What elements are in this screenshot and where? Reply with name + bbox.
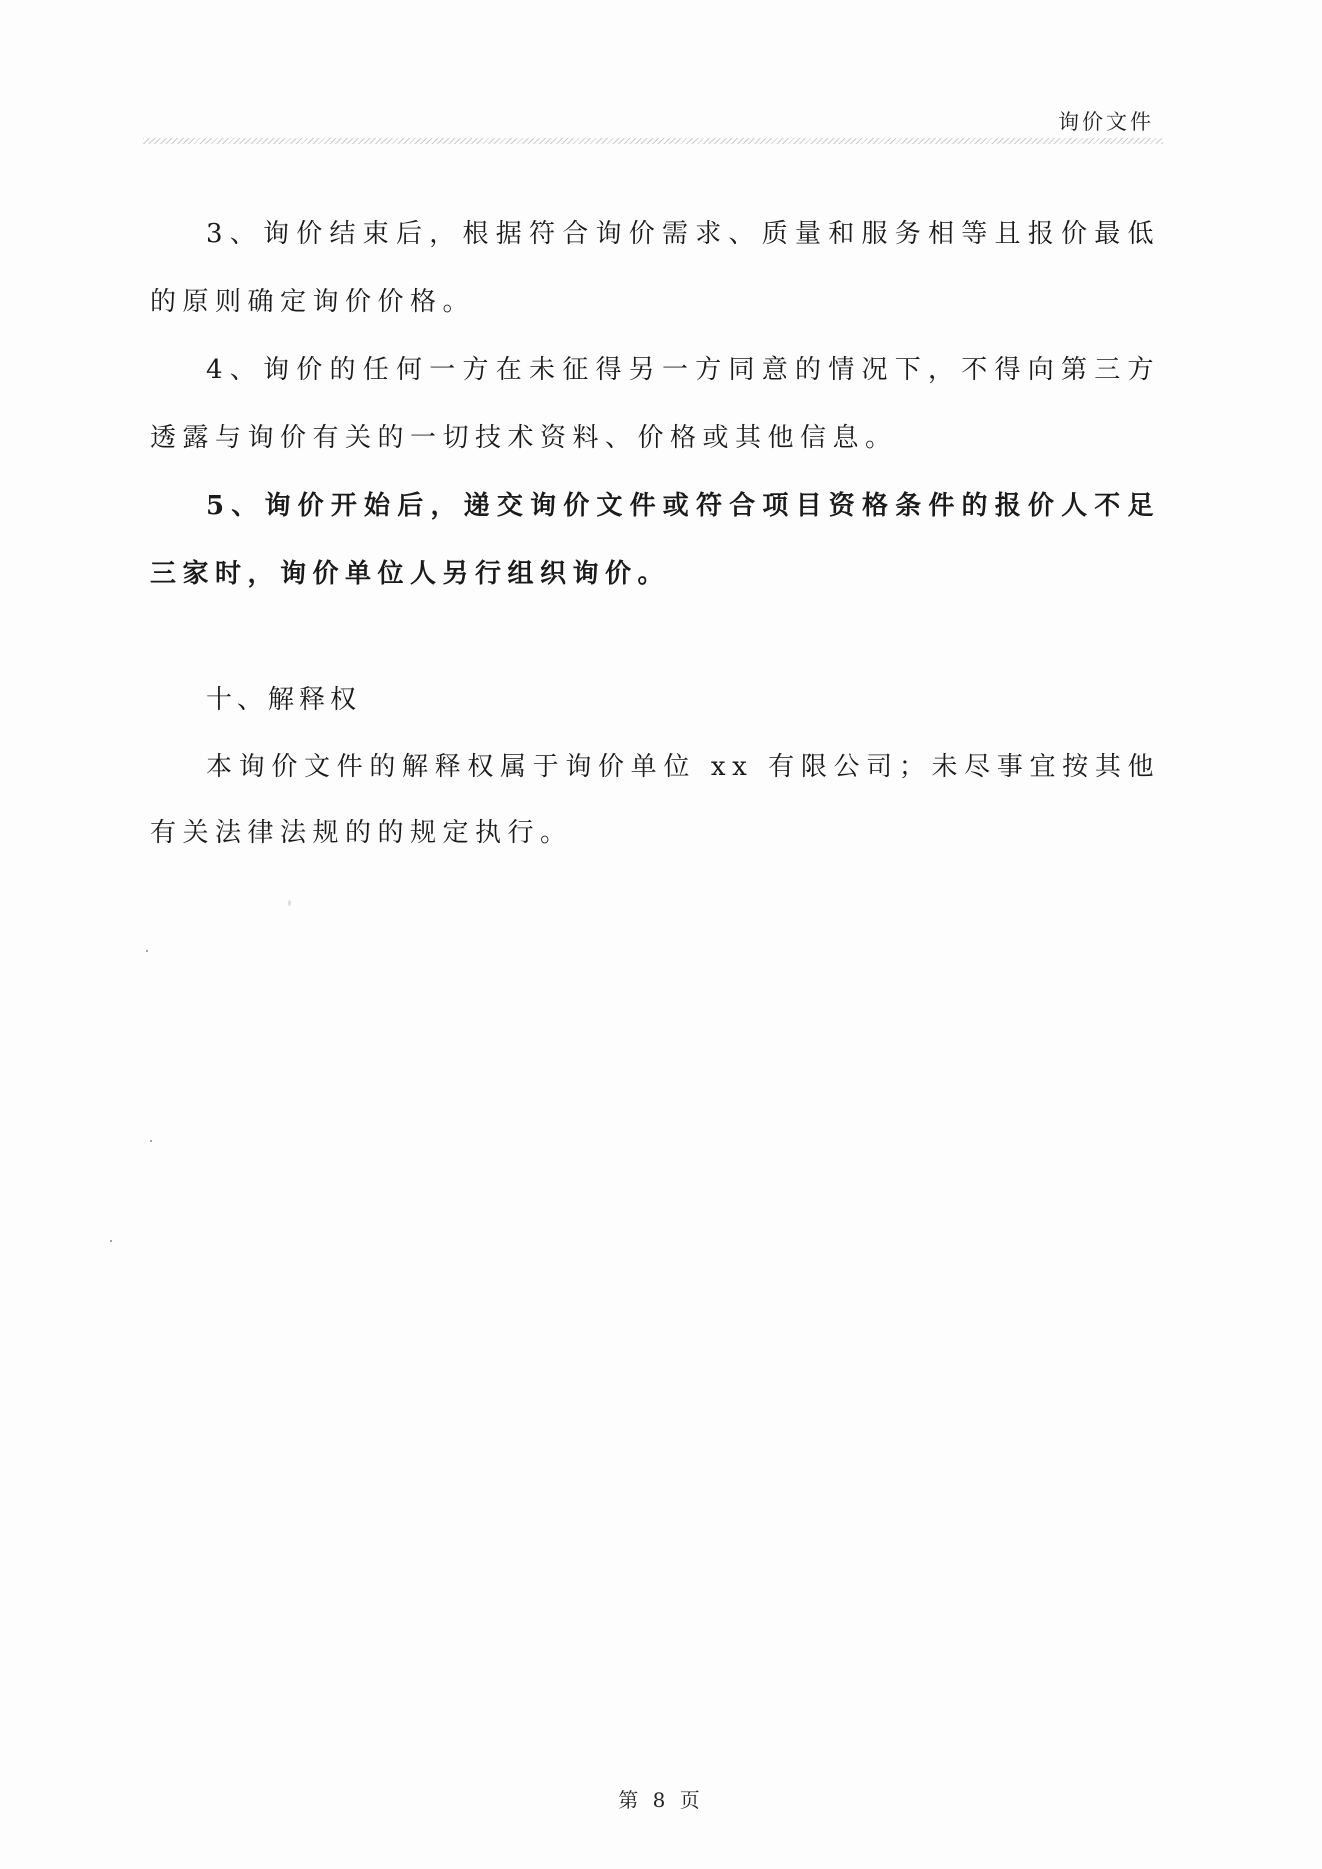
clause-5-paragraph: 5、询价开始后，递交询价文件或符合项目资格条件的报价人不足三家时，询价单位人另行组织询价。: [150, 491, 1160, 589]
scan-speck: [288, 900, 291, 906]
header-divider: [143, 138, 1163, 144]
clause-4-paragraph: 4、询价的任何一方在未征得另一方同意的情况下，不得向第三方透露与询价有关的一切技术资料、价格或其他信息。: [150, 355, 1160, 453]
scan-speck: [150, 1140, 152, 1142]
section-heading-interpretation: 十、解释权: [206, 685, 362, 715]
interpretation-paragraph: 本询价文件的解释权属于询价单位 xx 有限公司；未尽事宜按其他有关法律法规的的规定执行。: [150, 752, 1160, 848]
clause-3-paragraph: 3、询价结束后，根据符合询价需求、质量和服务相等且报价最低的原则确定询价价格。: [150, 219, 1160, 317]
scan-speck: [146, 950, 148, 952]
page-number: 第 8 页: [618, 1788, 704, 1812]
scan-speck: [110, 1240, 112, 1242]
document-body: [150, 200, 1160, 866]
running-header-title: 询价文件: [1058, 110, 1154, 134]
